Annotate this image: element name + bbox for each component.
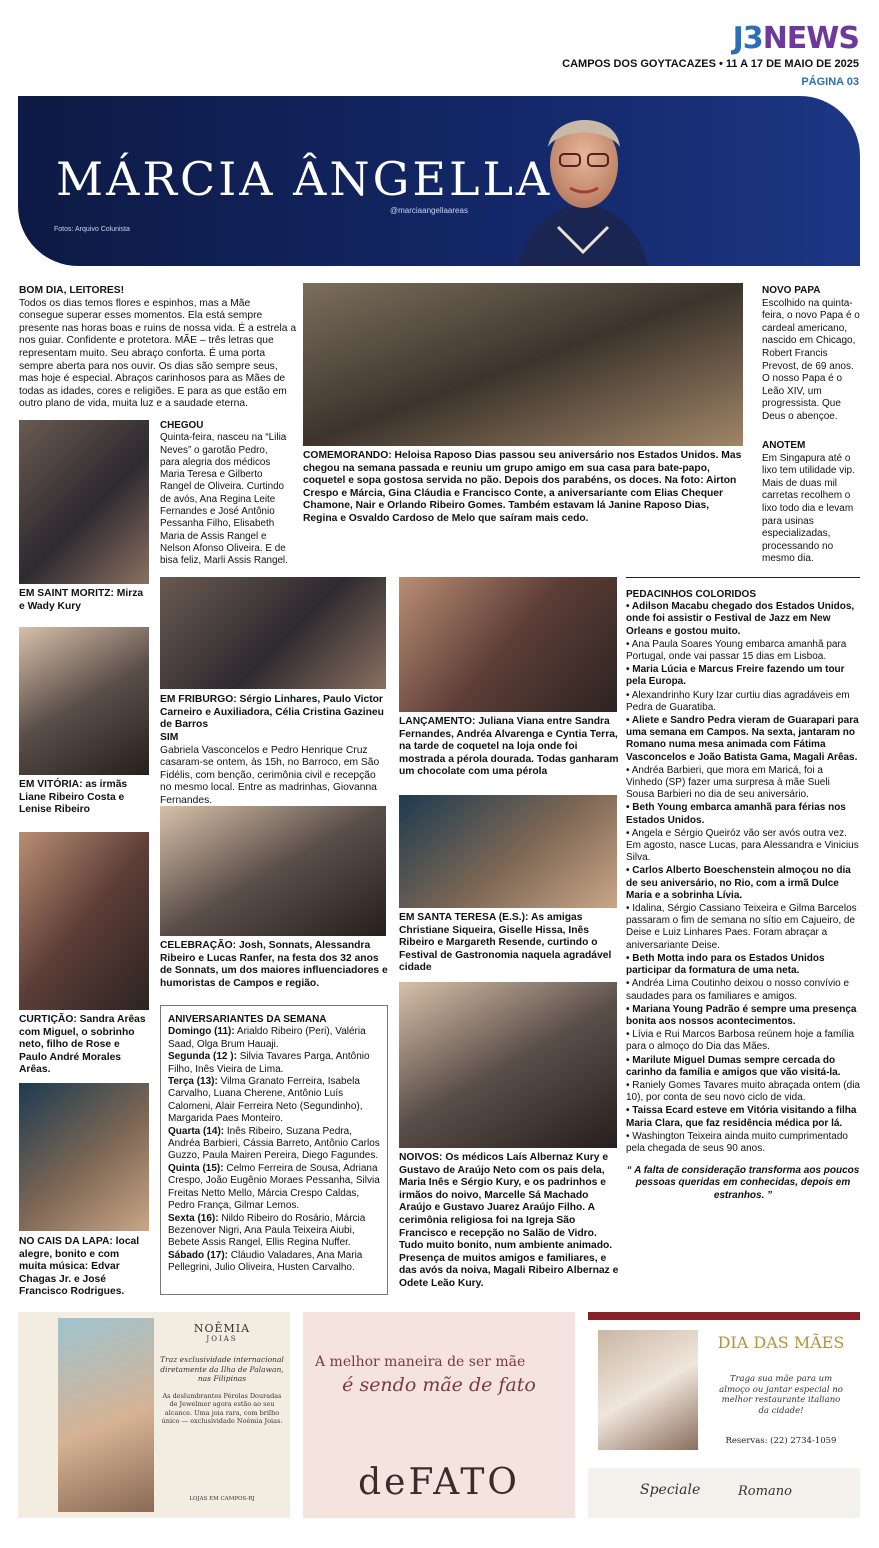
column-title: MÁRCIA ÂNGELLA <box>56 152 553 206</box>
aniversariante-names: Silvia Tavares Parga, Antônio Filho, Inês Vieira de Lima. <box>168 1051 370 1075</box>
columnist-portrait <box>498 102 668 266</box>
aniversariante-day-label: Sábado (17): <box>168 1249 229 1261</box>
ad-noemia-text <box>158 1322 286 1502</box>
chegou-article <box>160 420 290 568</box>
pedacinhos-heading: PEDACINHOS COLORIDOS <box>626 589 757 600</box>
aniversariante-day-label: Quarta (14): <box>168 1125 225 1137</box>
ad-noemia-photo <box>58 1318 154 1512</box>
pedacinhos-article <box>626 589 860 1202</box>
pedacinho-item: • Marilute Miguel Dumas sempre cercada do carinho da família e amigos que vão visitá-la. <box>626 1054 841 1078</box>
ad-dia-title: DIA DAS MÃES <box>717 1333 845 1352</box>
ad-noemia-brand-sub: JOIAS <box>206 1335 238 1343</box>
aniversariante-names: Nildo Ribeiro do Rosário, Márcia Bezenover Nigri, Ana Paula Teixeira Aiubi, Bebete Assis Rangel, Ellis Regina Nuffer. <box>168 1212 366 1249</box>
intro-article <box>19 285 297 411</box>
aniversariante-day-label: Segunda (12 ): <box>168 1051 237 1063</box>
pedacinho-item: • Taissa Ecard esteve em Vitória visitando a filha Maria Clara, que faz residência médica por lá. <box>626 1105 857 1129</box>
ad-dia-footer <box>588 1468 860 1518</box>
pedacinho-item: • Andréa Lima Coutinho deixou o nosso convívio e saudades para os familiares e amigos. <box>626 978 850 1002</box>
photo-noivos <box>399 982 617 1148</box>
ad-dia-photo <box>598 1330 698 1450</box>
aniversariante-day-label: Quinta (15): <box>168 1162 224 1174</box>
aniversariante-day <box>168 1126 382 1163</box>
photo-celebracao <box>160 806 386 936</box>
anotem-article <box>762 440 862 566</box>
ad-dia-brand-speciale: Speciale <box>640 1482 701 1498</box>
novo-papa-body: Escolhido na quinta-feira, o novo Papa é o cardeal americano, nascido em Chicago, Robert Francis Prevost, de 69 anos. O nosso Papa é o Leão XIV, um progressista. Que Deus o abençoe. <box>762 297 860 422</box>
sim-article <box>160 732 388 808</box>
pedacinho-item: • Idalina, Sérgio Cassiano Teixeira e Gilma Barcelos passaram o fim de semana no sítio em Cajueiro, de Deise e Luiz Linhares Paes. Foram abraçar a aniversariante Deise. <box>626 903 857 951</box>
caption-comemorando <box>303 450 743 526</box>
instagram-handle: @marciaangellaareas <box>390 206 468 215</box>
sim-heading: SIM <box>160 732 179 743</box>
pedacinho-item: • Andréa Barbieri, que mora em Maricá, foi a Vinhedo (SP) fazer uma surpresa à mãe Sueli Sousa Barbieri no dia de seu aniversário. <box>626 764 830 801</box>
ad-dia-body: Traga sua mãe para um almoço ou jantar especial no melhor restaurante italiano da cidade! <box>719 1374 843 1416</box>
pedacinho-item: • Washington Teixeira ainda muito cumprimentado pela chegada de seus 90 anos. <box>626 1130 848 1154</box>
caption-vitoria: EM VITÓRIA: as irmãs Liane Ribeiro Costa e Lenise Ribeiro <box>19 779 128 816</box>
aniversariante-day <box>168 1026 382 1051</box>
photo-cais-da-lapa <box>19 1083 149 1231</box>
pedacinho-item: • Angela e Sérgio Queiróz vão ser avós outra vez. Em agosto, nasce Lucas, para Alessandra e Vinicius Silva. <box>626 827 859 864</box>
photo-friburgo <box>160 577 386 689</box>
column-banner <box>18 96 860 266</box>
aniversariante-day <box>168 1076 382 1126</box>
aniversariantes-list <box>168 1014 382 1275</box>
photo-santa-teresa <box>399 795 617 908</box>
chegou-body: Quinta-feira, nasceu na “Lilia Neves” o garotão Pedro, para alegria dos médicos Maria Teresa e Gilberto Rangel de Oliveira. Curtindo de avós, Ana Regina Leite Fernandes e José Antônio Pessanha Filho, Elisabeth Maria de Assis Rangel e Nelson Afonso Oliveira. E de bisa feliz, Marli Assis Rangel. <box>160 432 288 567</box>
photo-vitoria <box>19 627 149 775</box>
ad-dia-brand-romano: Romano <box>738 1484 792 1499</box>
aniversariante-names: Inês Ribeiro, Suzana Pedra, Andréa Barbieri, Cássia Barreto, Antônio Carlos Guzzo, Paula Mairen Pereira, Diego Fagundes. <box>168 1125 380 1162</box>
ad-noemia-headline: Traz exclusividade internacional diretamente da Ilha de Palawan, nas Filipinas <box>160 1355 284 1383</box>
ad-dia-phone: Reservas: (22) 2734-1059 <box>725 1436 837 1446</box>
sim-body: Gabriela Vasconcelos e Pedro Henrique Cruz casaram-se ontem, às 15h, no Barroco, em São Fidélis, com benção, cerimônia civil e recepção no mesmo local. Entre as madrinhas, Giovanna Fernandes. <box>160 744 380 806</box>
novo-papa-article <box>762 285 862 424</box>
ad-defato-brand: deFATO <box>358 1462 520 1503</box>
ad-noemia-joias <box>18 1312 290 1518</box>
aniversariante-names: Celmo Ferreira de Sousa, Adriana Crespo, João Eugênio Moraes Pessanha, Silvia Freitas Netto Mello, Márcia Crespo Caldas, Pedro França, Gilmar Lemos. <box>168 1162 380 1212</box>
aniversariante-day-label: Terça (13): <box>168 1076 218 1088</box>
pedacinho-item: • Maria Lúcia e Marcus Freire fazendo um tour pela Europa. <box>626 664 845 688</box>
caption-noivos: NOIVOS: Os médicos Laís Albernaz Kury e Gustavo de Araújo Neto com os pais dela, Maria Inês e Sérgio Kury, e os padrinhos e irmãos do noivo, Marcelle Sá Machado Araújo e Gustavo Juarez Araújo Filho. A cerimônia religiosa foi na Igreja São Francisco e recepção no Salão de Vidro. Tudo muito bonito, num ambiente animado. Presença de muitos amigos e familiares, e das avós da noiva, Magali Ribeiro Albernaz e Odete Leão Kury. <box>399 1152 619 1289</box>
caption-cais-da-lapa: NO CAIS DA LAPA: local alegre, bonito e com muita música: Edvar Chagas Jr. e José Francisco Rodrigues. <box>19 1236 140 1298</box>
pedacinho-item: • Beth Motta indo para os Estados Unidos participar da formatura de uma neta. <box>626 952 825 977</box>
pedacinho-item: • Beth Young embarca amanhã para férias nos Estados Unidos. <box>626 802 846 826</box>
pedacinhos-list <box>626 601 860 1155</box>
caption-friburgo: EM FRIBURGO: Sérgio Linhares, Paulo Victor Carneiro e Auxiliadora, Célia Cristina Gazineu de Barros <box>160 694 384 731</box>
anotem-heading: ANOTEM <box>762 440 806 451</box>
ad-noemia-brand: NOÊMIA <box>193 1322 251 1335</box>
caption-comemorando-text: Heloisa Raposo Dias passou seu aniversário nos Estados Unidos. Mas chegou na semana passada e reuniu um grupo amigo em sua casa para bate-papo, coquetel e sopa gostosa servida no pão. Depois dos parabéns, os doces. Na foto: Airton Crespo e Márcia, Gina Cláudia e Francisco Conte, a aniversariante com Elias Chequer Chamone, Nair e Orlando Ribeiro Gomes. Também estavam lá Janine Raposo Dias, Regina e Osvaldo Cardoso de Melo que saíram mais cedo. <box>303 450 742 524</box>
caption-comemorando-label: COMEMORANDO: <box>303 450 392 461</box>
photo-credit: Fotos: Arquivo Colunista <box>54 226 130 233</box>
photo-lancamento <box>399 577 617 712</box>
photo-comemorando <box>303 283 743 446</box>
aniversariante-day <box>168 1213 382 1250</box>
aniversariante-day-label: Domingo (11): <box>168 1026 235 1038</box>
novo-papa-heading: NOVO PAPA <box>762 285 821 296</box>
ad-dia-das-maes <box>588 1312 860 1518</box>
aniversariante-names: Arialdo Ribeiro (Peri), Valéria Saad, Olga Brum Hauaji. <box>168 1026 366 1050</box>
caption-santa-teresa: EM SANTA TERESA (E.S.): As amigas Christiane Siqueira, Giselle Hissa, Inês Ribeiro e Margareth Resende, curtindo o Festival de Gastronomia naquela agradável cidade <box>399 912 612 974</box>
pedacinho-item: • Adilson Macabu chegado dos Estados Unidos, onde foi assistir o Festival de Jazz em New Orleans e gostou muito. <box>626 601 855 637</box>
pedacinhos-quote: “ A falta de consideração transforma aos poucos pessoas queridas em conhecidas, depois em estranhos. ” <box>626 1165 860 1201</box>
pedacinho-item: • Aliete e Sandro Pedra vieram de Guarapari para uma semana em Campos. Na sexta, jantaram no Romano numa mesa animada com Fátima Vasconcelos e João Batista Gama, Magali Arêas. <box>626 715 859 763</box>
ad-noemia-body: As deslumbrantes Pérolas Douradas de Jewelmer agora estão ao seu alcance. Uma joia rara, com brilho único — exclusividade Noêmia Joias. <box>161 1391 283 1425</box>
aniversariante-day <box>168 1163 382 1213</box>
ad-defato <box>303 1312 575 1518</box>
pedacinho-item: • Mariana Young Padrão é sempre uma presença bonita aos nossos acontecimentos. <box>626 1003 857 1027</box>
chegou-heading: CHEGOU <box>160 420 204 431</box>
caption-saint-moritz: EM SAINT MORITZ: Mirza e Wady Kury <box>19 588 144 612</box>
caption-curticao: CURTIÇÃO: Sandra Arêas com Miguel, o sobrinho neto, filho de Rose e Paulo André Morales Arêas. <box>19 1014 146 1076</box>
pedacinho-item: • Ana Paula Soares Young embarca amanhã para Portugal, onde vai passar 15 dias em Lisboa. <box>626 638 847 663</box>
pedacinho-item: • Carlos Alberto Boeschenstein almoçou no dia de seu aniversário, no Rio, com a irmã Dulce Maria e a sobrinha Lívia. <box>626 865 851 901</box>
page-number: PÁGINA 03 <box>801 76 859 88</box>
photo-saint-moritz <box>19 420 149 584</box>
intro-heading: BOM DIA, LEITORES! <box>19 285 125 296</box>
ad-defato-line2: é sendo mãe de fato <box>342 1374 536 1396</box>
pedacinho-item: • Lívia e Rui Marcos Barbosa reúnem hoje a família para o almoço do Dia das Mães. <box>626 1029 855 1053</box>
aniversariantes-heading: ANIVERSARIANTES DA SEMANA <box>168 1014 327 1025</box>
ad-defato-line1: A melhor maneira de ser mãe <box>315 1354 526 1370</box>
aniversariante-names: Vilma Granato Ferreira, Isabela Carvalho, Luana Cherene, Antônio Luís Calomeni, Alair Ferreira Neto (Segundinho), Margarida Paes Monteiro. <box>168 1076 363 1125</box>
intro-body: Todos os dias temos flores e espinhos, mas a Mãe consegue superar esses momentos. Ela está sempre presente nas horas boas e ruins de nossa vida. É a estrela a nos guiar. Confidente e protetora. MÃE – três letras que representam muito. Seu abraço conforta. É uma porta sempre aberta para nos ouvir. Os dias são sempre seus, mas hoje é especial. Abraços carinhosos para as Mães de todas as idades, cores e religiões. E para as que estão em outro plano de vida, muita luz e a saudade eterna. <box>19 297 297 410</box>
aniversariante-day <box>168 1250 382 1275</box>
caption-celebracao: CELEBRAÇÃO: Josh, Sonnats, Alessandra Ribeiro e Lucas Ranfer, na festa dos 32 anos de Sonnats, um dos maiores influenciadores e humoristas de Campos e região. <box>160 940 388 989</box>
anotem-body: Em Singapura até o lixo tem utilidade vip. Mais de duas mil carretas recolhem o lixo todo dia e levam para usinas especializadas, processando no mesmo dia. <box>762 452 855 565</box>
dateline: CAMPOS DOS GOYTACAZES • 11 A 17 DE MAIO DE 2025 <box>562 58 859 70</box>
j3news-logo: J3NEWS <box>732 21 859 56</box>
caption-lancamento: LANÇAMENTO: Juliana Viana entre Sandra Fernandes, Andréa Alvarenga e Cyntia Terra, na tarde de coquetel na loja onde foi mostrada a pérola dourada. Todas ganharam um chocolate com uma pérola <box>399 716 619 778</box>
pedacinho-item: • Alexandrinho Kury Izar curtiu dias agradáveis em Pedra de Guaratiba. <box>626 689 850 713</box>
pedacinho-item: • Raniely Gomes Tavares muito abraçada ontem (dia 10), por conta de seu novo ciclo de vida. <box>626 1079 860 1104</box>
photo-curticao <box>19 832 149 1010</box>
section-divider <box>626 577 860 578</box>
ad-noemia-footer: LOJAS EM CAMPOS-RJ <box>189 1495 255 1502</box>
aniversariantes-days <box>168 1026 382 1274</box>
aniversariante-day <box>168 1051 382 1076</box>
aniversariantes-box <box>160 1005 388 1295</box>
aniversariante-names: Cláudio Valadares, Ana Maria Pellegrini, Julio Oliveira, Husten Carvalho. <box>168 1249 363 1274</box>
aniversariante-day-label: Sexta (16): <box>168 1212 219 1224</box>
